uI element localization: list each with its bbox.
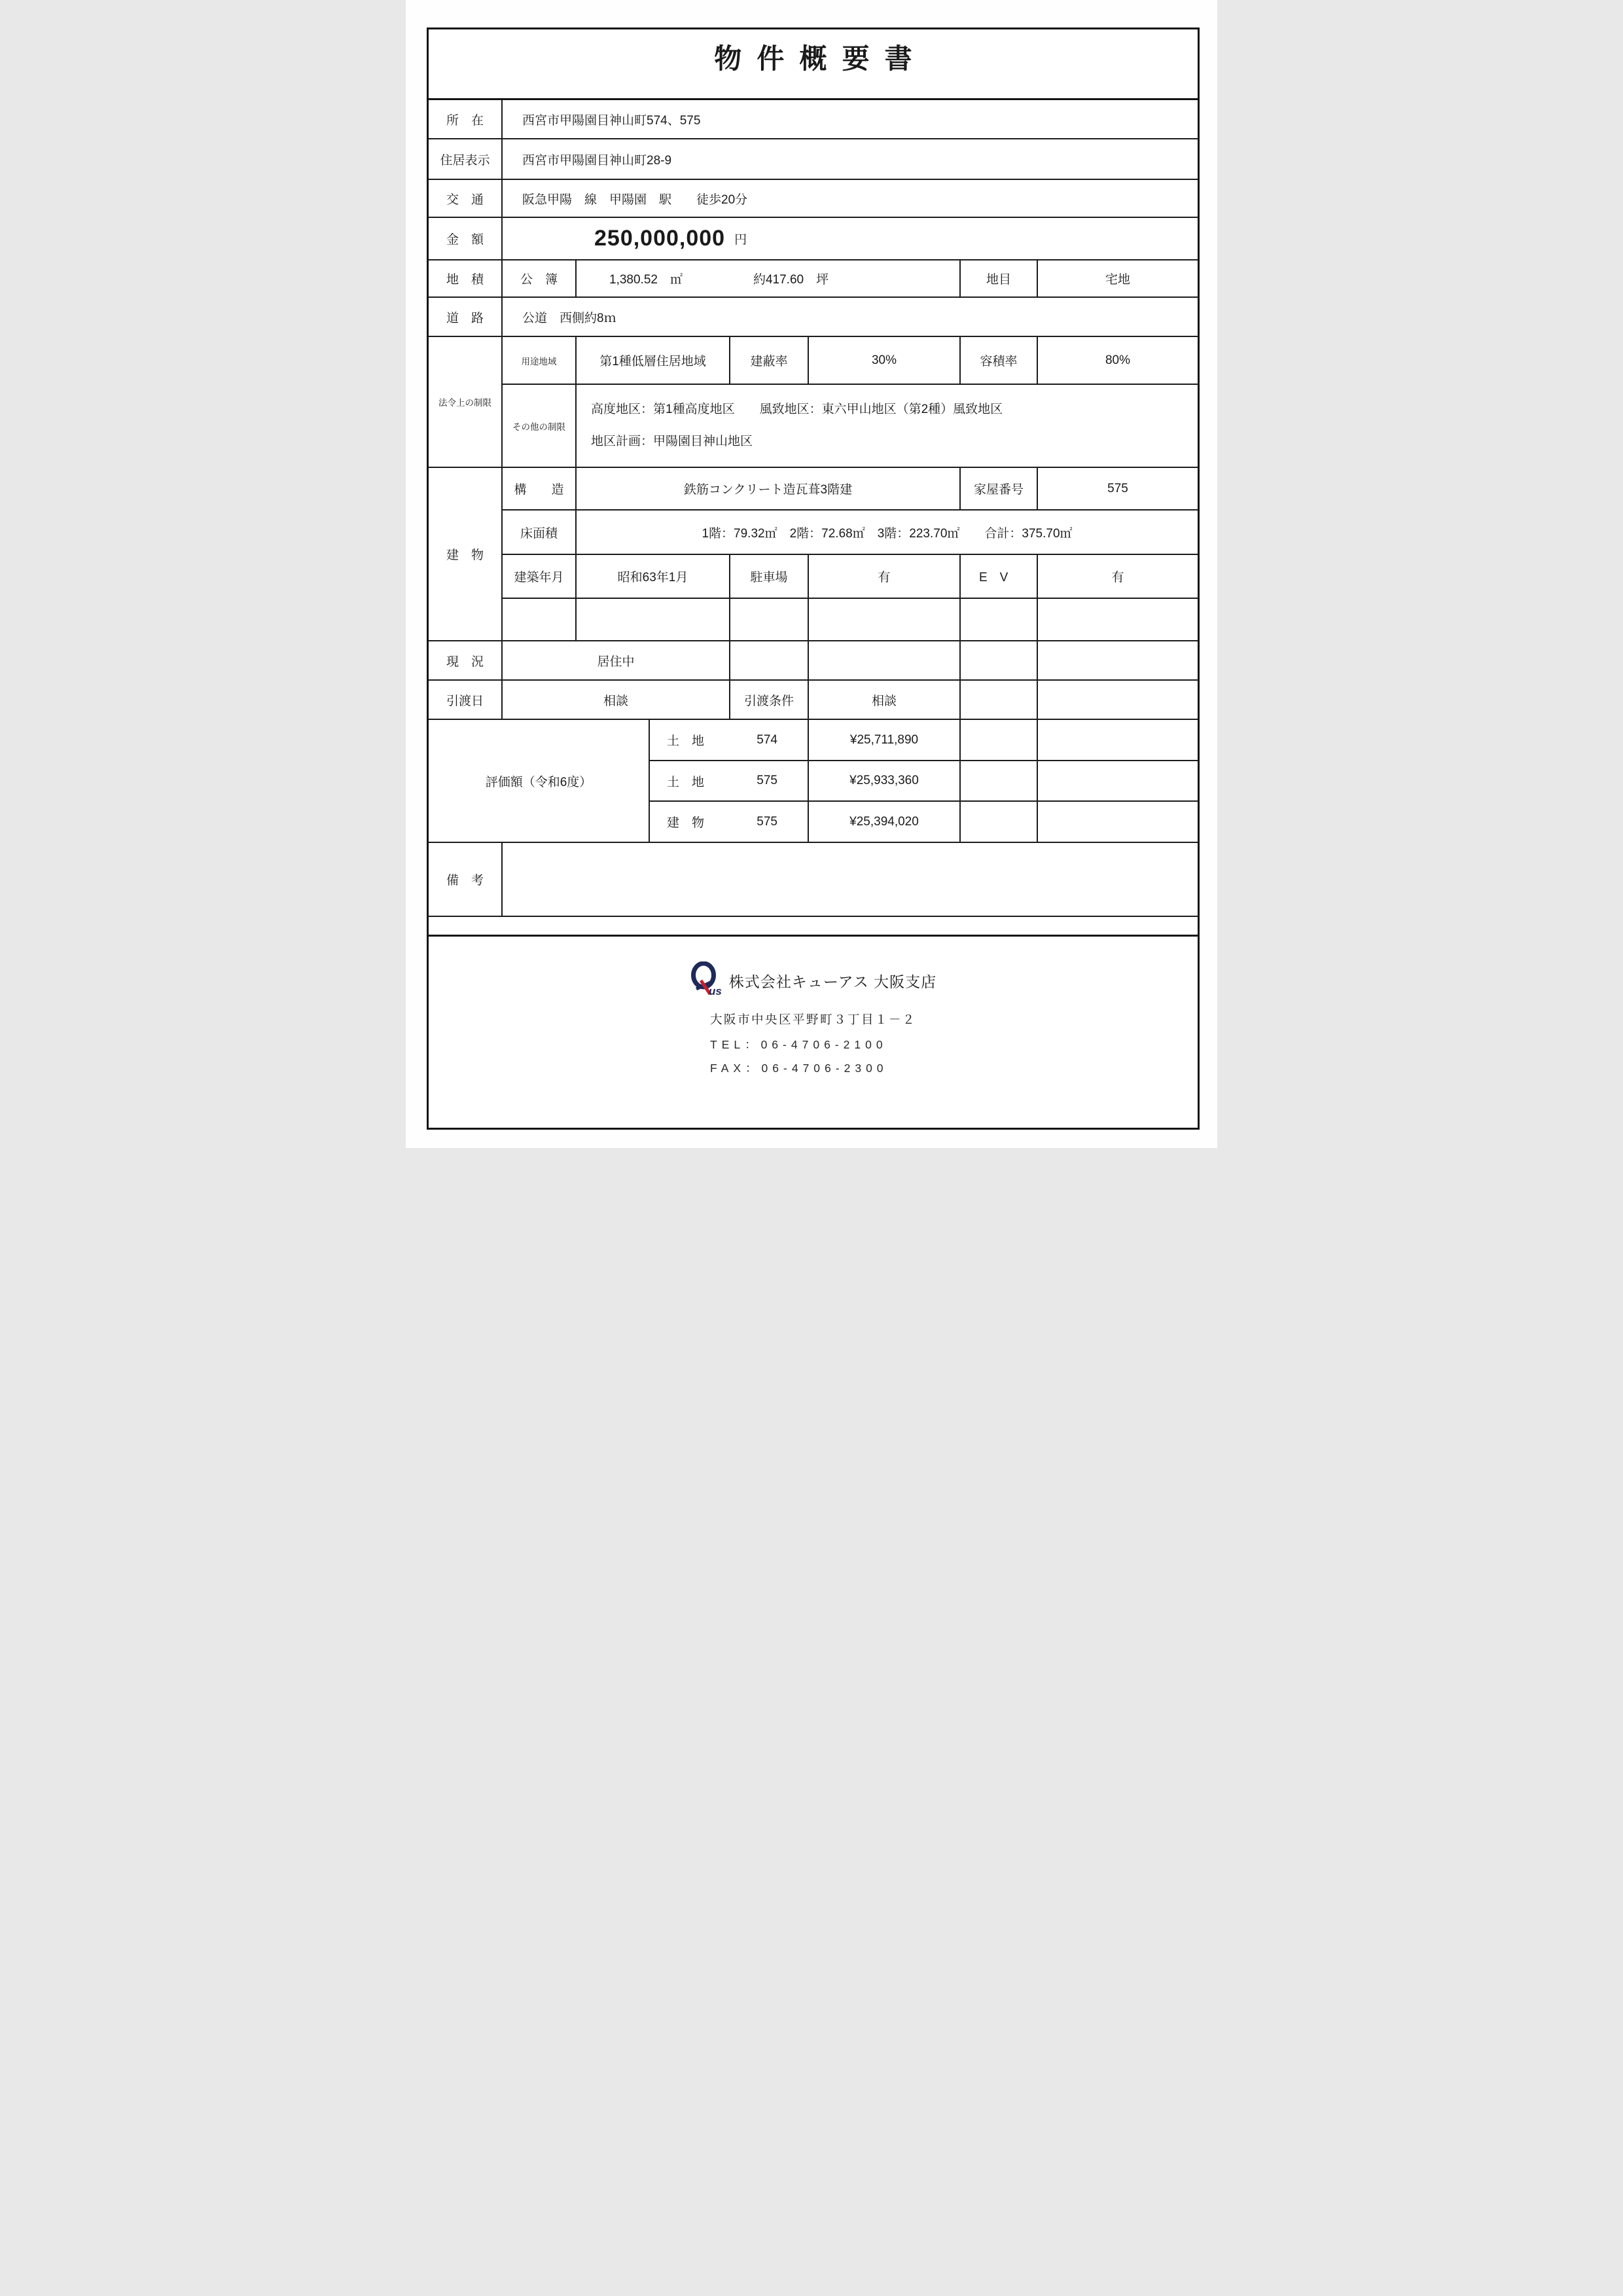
empty-cell — [961, 720, 1038, 760]
zoning-label: 用途地域 — [503, 337, 577, 384]
floor-area-label: 床面積 — [503, 511, 577, 554]
parking-value: 有 — [809, 555, 961, 598]
logo-text: us — [708, 985, 722, 997]
empty-cell — [1038, 720, 1198, 760]
other-restrictions-line2: 地区計画：甲陽園目神山地区 — [591, 435, 753, 449]
row-building-empty — [503, 599, 1198, 640]
row-zoning — [503, 337, 1198, 385]
property-summary-sheet — [406, 0, 1217, 1148]
address-label: 住居表示 — [429, 139, 503, 179]
price-value — [503, 218, 1198, 259]
valuation-kind: 建 物 — [667, 816, 705, 830]
row-remarks — [429, 843, 1198, 917]
structure-value: 鉄筋コンクリート造瓦葺3階建 — [577, 468, 961, 509]
land-area-m2: 1,380.52 ㎡ — [609, 273, 683, 287]
price-amount: 250,000,000 — [594, 226, 726, 251]
row-location — [429, 100, 1198, 139]
row-transport — [429, 180, 1198, 218]
house-number-value: 575 — [1107, 481, 1128, 495]
status-value: 居住中 — [503, 641, 730, 679]
transport-label: 交 通 — [429, 180, 503, 217]
empty-cell — [577, 599, 730, 640]
elevator-value: 有 — [1111, 571, 1124, 584]
coverage-value: 30% — [809, 337, 961, 384]
row-built-date — [503, 555, 1198, 599]
far-value: 80% — [1105, 353, 1131, 367]
empty-cell — [1038, 681, 1198, 719]
built-date-label: 建築年月 — [503, 555, 577, 598]
handover-label: 引渡日 — [429, 681, 503, 719]
row-road — [429, 298, 1198, 337]
valuation-kind: 土 地 — [667, 734, 705, 748]
title-row — [429, 29, 1198, 100]
qus-logo-icon — [690, 961, 722, 1000]
price-label: 金 額 — [429, 218, 503, 259]
valuation-parcel-no: 575 — [757, 774, 777, 787]
row-other-restrictions — [503, 385, 1198, 467]
empty-cell — [961, 641, 1038, 679]
valuation-row — [650, 720, 1198, 761]
valuation-parcel-no: 574 — [757, 732, 777, 747]
empty-cell — [730, 599, 809, 640]
company-name: 株式会社キューアス 大阪支店 — [728, 973, 937, 990]
valuation-row — [650, 761, 1198, 802]
empty-cell — [809, 641, 961, 679]
zoning-value: 第1種低層住居地域 — [577, 337, 730, 384]
handover-value: 相談 — [503, 681, 730, 719]
land-category-value: 宅地 — [1105, 273, 1130, 287]
land-label: 地 積 — [429, 260, 503, 296]
row-floor-area — [503, 511, 1198, 555]
empty-cell — [1038, 761, 1198, 800]
row-price — [429, 218, 1198, 260]
empty-cell — [1038, 599, 1198, 640]
other-restrictions-value — [577, 385, 1198, 467]
structure-label: 構 造 — [503, 468, 577, 509]
price-unit: 円 — [734, 233, 747, 247]
company-fax: FAX：06-4706-2300 — [709, 1062, 888, 1075]
house-number-label: 家屋番号 — [961, 468, 1038, 509]
land-area-tsubo: 約417.60 坪 — [753, 273, 829, 287]
empty-cell — [961, 761, 1038, 800]
empty-cell — [809, 599, 961, 640]
valuation-amount: ¥25,933,360 — [809, 761, 961, 800]
empty-cell — [961, 802, 1038, 842]
empty-cell — [730, 641, 809, 679]
elevator-label: E V — [961, 555, 1038, 598]
row-empty-strip — [429, 917, 1198, 937]
transport-value: 阪急甲陽 線 甲陽園 駅 徒歩20分 — [522, 192, 748, 207]
location-value: 西宮市甲陽園目神山町574、575 — [522, 113, 701, 128]
empty-cell — [1038, 802, 1198, 842]
parking-label: 駐車場 — [730, 555, 809, 598]
valuation-row — [650, 802, 1198, 842]
company-line — [429, 961, 1198, 1000]
row-current-status — [429, 641, 1198, 681]
row-structure — [503, 468, 1198, 511]
valuation-group-label: 評価額（令和6度） — [429, 720, 650, 842]
row-footer — [429, 937, 1198, 1128]
handover-condition-label: 引渡条件 — [730, 681, 809, 719]
coverage-label: 建蔽率 — [730, 337, 809, 384]
company-tel: TEL：06-4706-2100 — [709, 1038, 887, 1051]
valuation-parcel-no: 575 — [757, 814, 777, 829]
empty-cell — [1038, 641, 1198, 679]
company-contact-block — [710, 1011, 916, 1083]
road-value: 公道 西側約8ｍ — [522, 311, 616, 325]
summary-table — [427, 27, 1200, 1130]
other-restrictions-line1: 高度地区：第1種高度地区 風致地区：東六甲山地区（第2種）風致地区 — [591, 402, 1003, 416]
other-restrictions-label: その他の制限 — [503, 385, 577, 467]
company-address: 大阪市中央区平野町３丁目１－２ — [709, 1013, 916, 1026]
land-category-label: 地目 — [961, 260, 1038, 296]
land-register-label: 公 簿 — [503, 260, 577, 296]
floor-area-value: 1階：79.32㎡ 2階：72.68㎡ 3階：223.70㎡ 合計：375.70㎡ — [702, 526, 1073, 541]
built-date-value: 昭和63年1月 — [577, 555, 730, 598]
empty-cell — [429, 917, 1198, 935]
far-label: 容積率 — [961, 337, 1038, 384]
valuation-kind: 土 地 — [667, 775, 705, 789]
empty-cell — [961, 599, 1038, 640]
remarks-value — [503, 843, 1198, 916]
empty-cell — [961, 681, 1038, 719]
row-handover — [429, 681, 1198, 720]
group-building — [429, 468, 1198, 641]
page-title: 物件概要書 — [714, 43, 927, 74]
status-label: 現 況 — [429, 641, 503, 679]
valuation-amount: ¥25,711,890 — [809, 720, 961, 760]
row-land-area — [429, 260, 1198, 298]
address-value: 西宮市甲陽園目神山町28-9 — [522, 153, 672, 168]
group-valuation — [429, 720, 1198, 843]
handover-condition-value: 相談 — [809, 681, 961, 719]
location-label: 所 在 — [429, 100, 503, 138]
legal-group-label: 法令上の制限 — [429, 337, 503, 467]
land-area-value — [577, 260, 961, 296]
row-address — [429, 139, 1198, 180]
valuation-amount: ¥25,394,020 — [809, 802, 961, 842]
remarks-label: 備 考 — [429, 843, 503, 916]
group-legal-restrictions — [429, 337, 1198, 468]
empty-cell — [503, 599, 577, 640]
road-label: 道 路 — [429, 298, 503, 336]
building-group-label: 建 物 — [429, 468, 503, 640]
